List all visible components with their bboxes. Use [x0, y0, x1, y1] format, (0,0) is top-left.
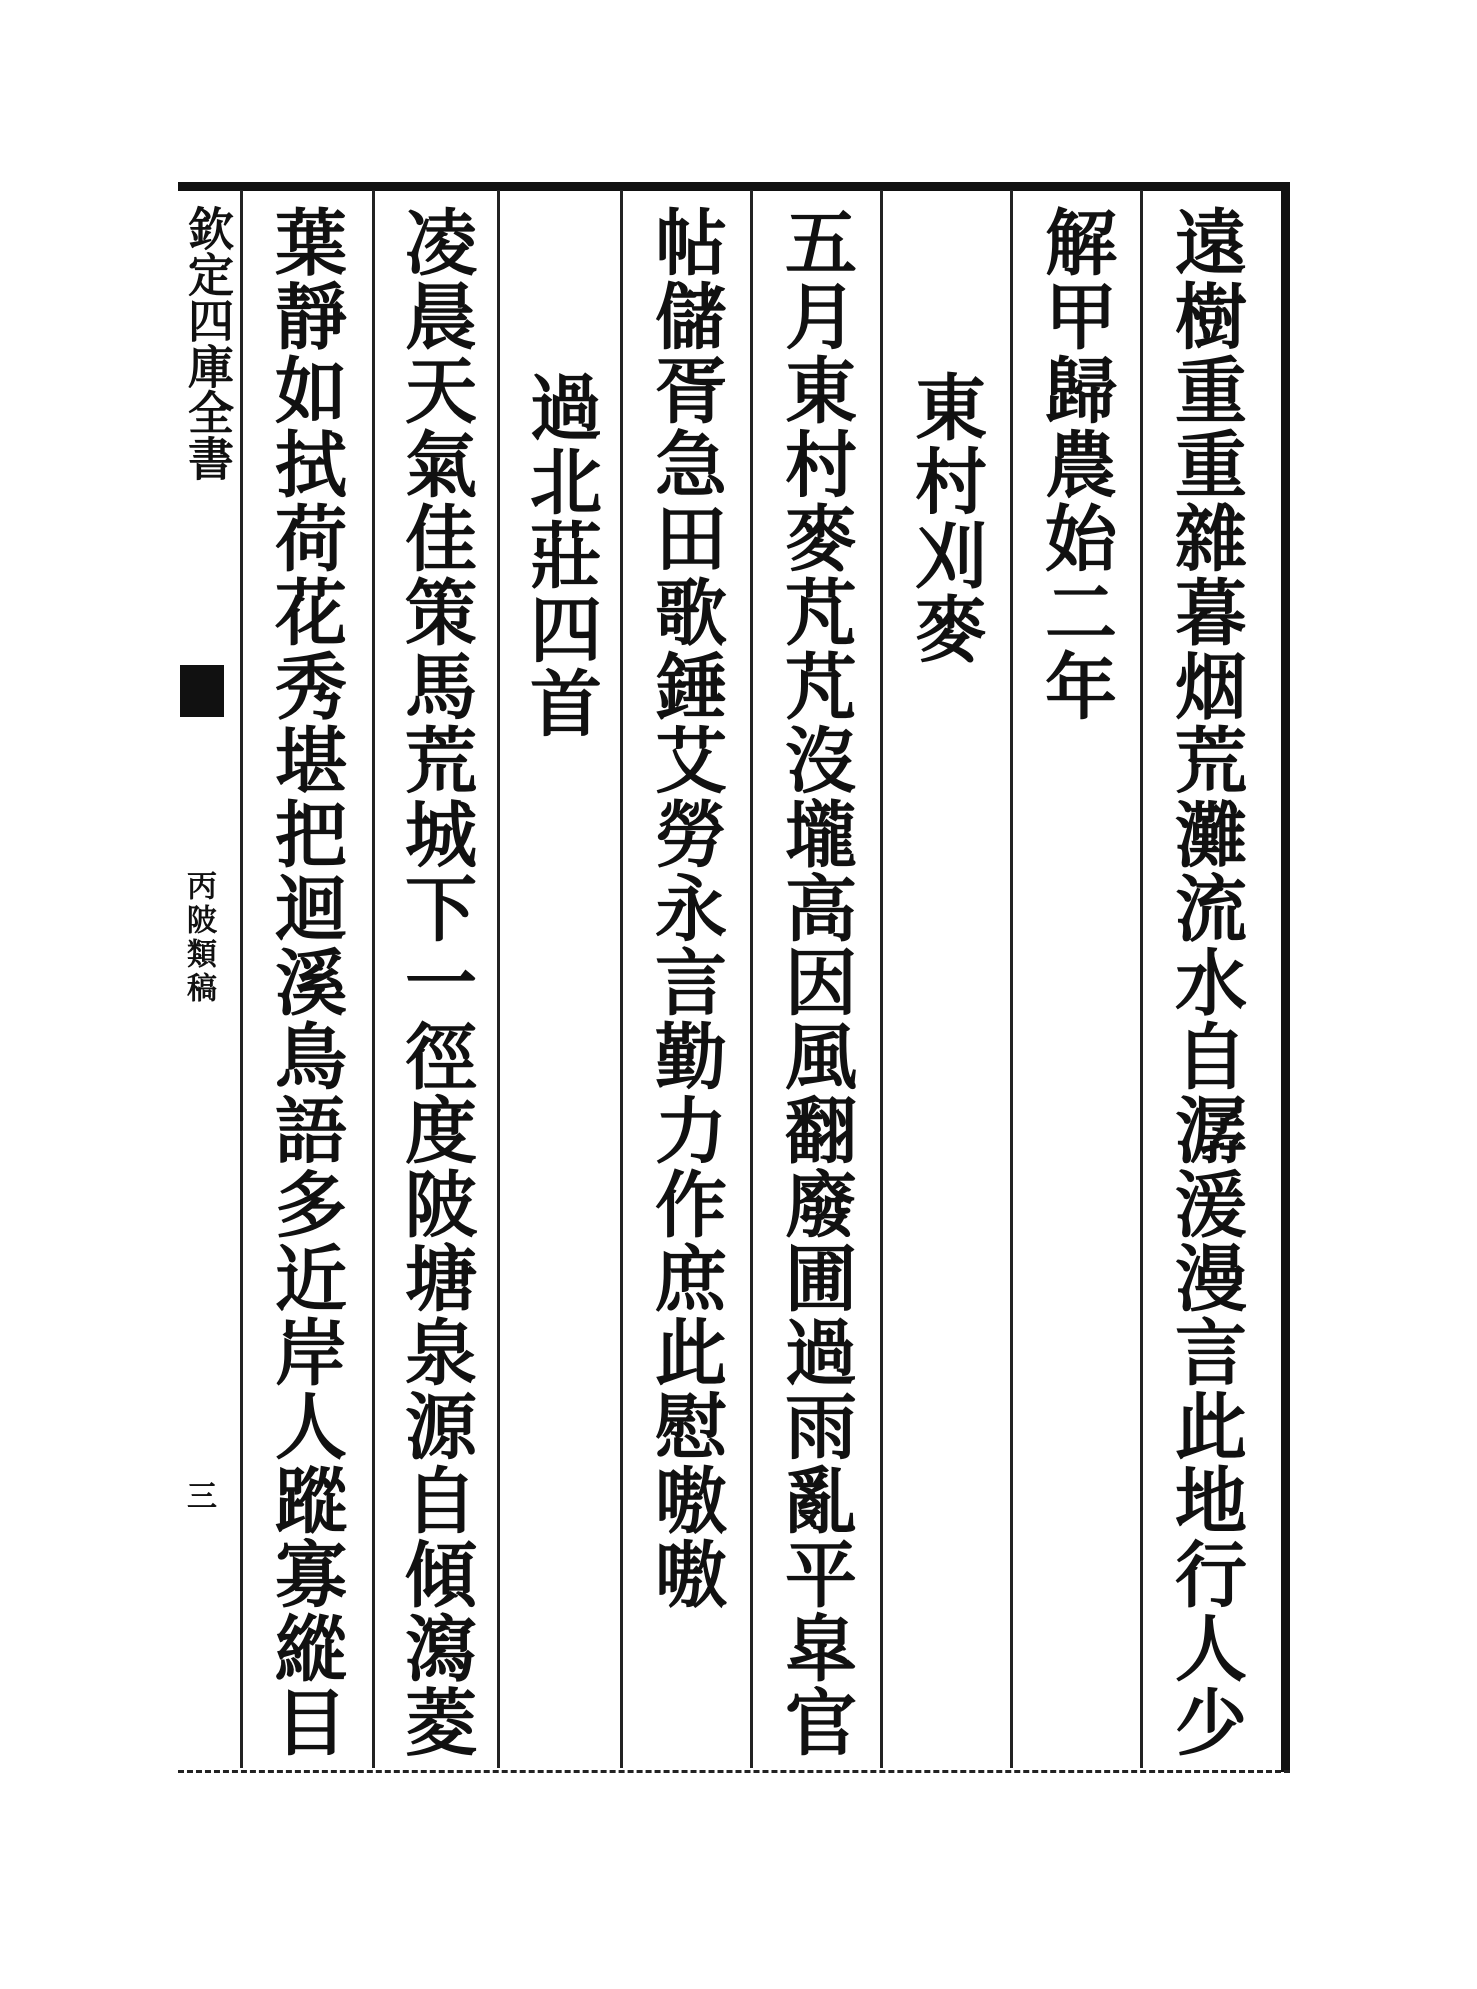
margin-book-title: 欽定四庫全書: [181, 205, 235, 481]
column-divider: [620, 190, 623, 1768]
column-divider: [497, 190, 500, 1768]
text-column-1: 遠樹重重雜暮烟荒灘流水自潺湲漫言此地行人少: [1163, 205, 1248, 1759]
column-divider: [750, 190, 753, 1768]
text-column-7: 凌晨天氣佳策馬荒城下一徑度陂塘泉源自傾瀉菱: [393, 205, 478, 1759]
column-divider: [1140, 190, 1143, 1768]
text-column-2: 解甲歸農始二年: [1033, 205, 1118, 723]
bottom-rule: [178, 1770, 1290, 1773]
margin-page-number: 三: [181, 1480, 216, 1510]
column-divider: [240, 190, 243, 1768]
text-column-4: 五月東村麥芃芃沒壠高因風翻廢圃過雨亂平皐官: [773, 205, 858, 1759]
margin-section-title: 丙陂類稿: [181, 870, 216, 1006]
poem-title-beizhuang: 過北莊四首: [518, 370, 603, 740]
column-divider: [372, 190, 375, 1768]
text-column-8: 葉靜如拭荷花秀堪把迴溪鳥語多近岸人蹤寡縱目: [263, 205, 348, 1759]
text-column-5: 帖儲胥急田歌錘艾勞永言勤力作庶此慰嗷嗷: [643, 205, 728, 1611]
margin-fishtail: [180, 665, 224, 717]
column-divider: [880, 190, 883, 1768]
column-divider: [1010, 190, 1013, 1768]
poem-title-dongcun: 東村刈麥: [903, 370, 988, 666]
